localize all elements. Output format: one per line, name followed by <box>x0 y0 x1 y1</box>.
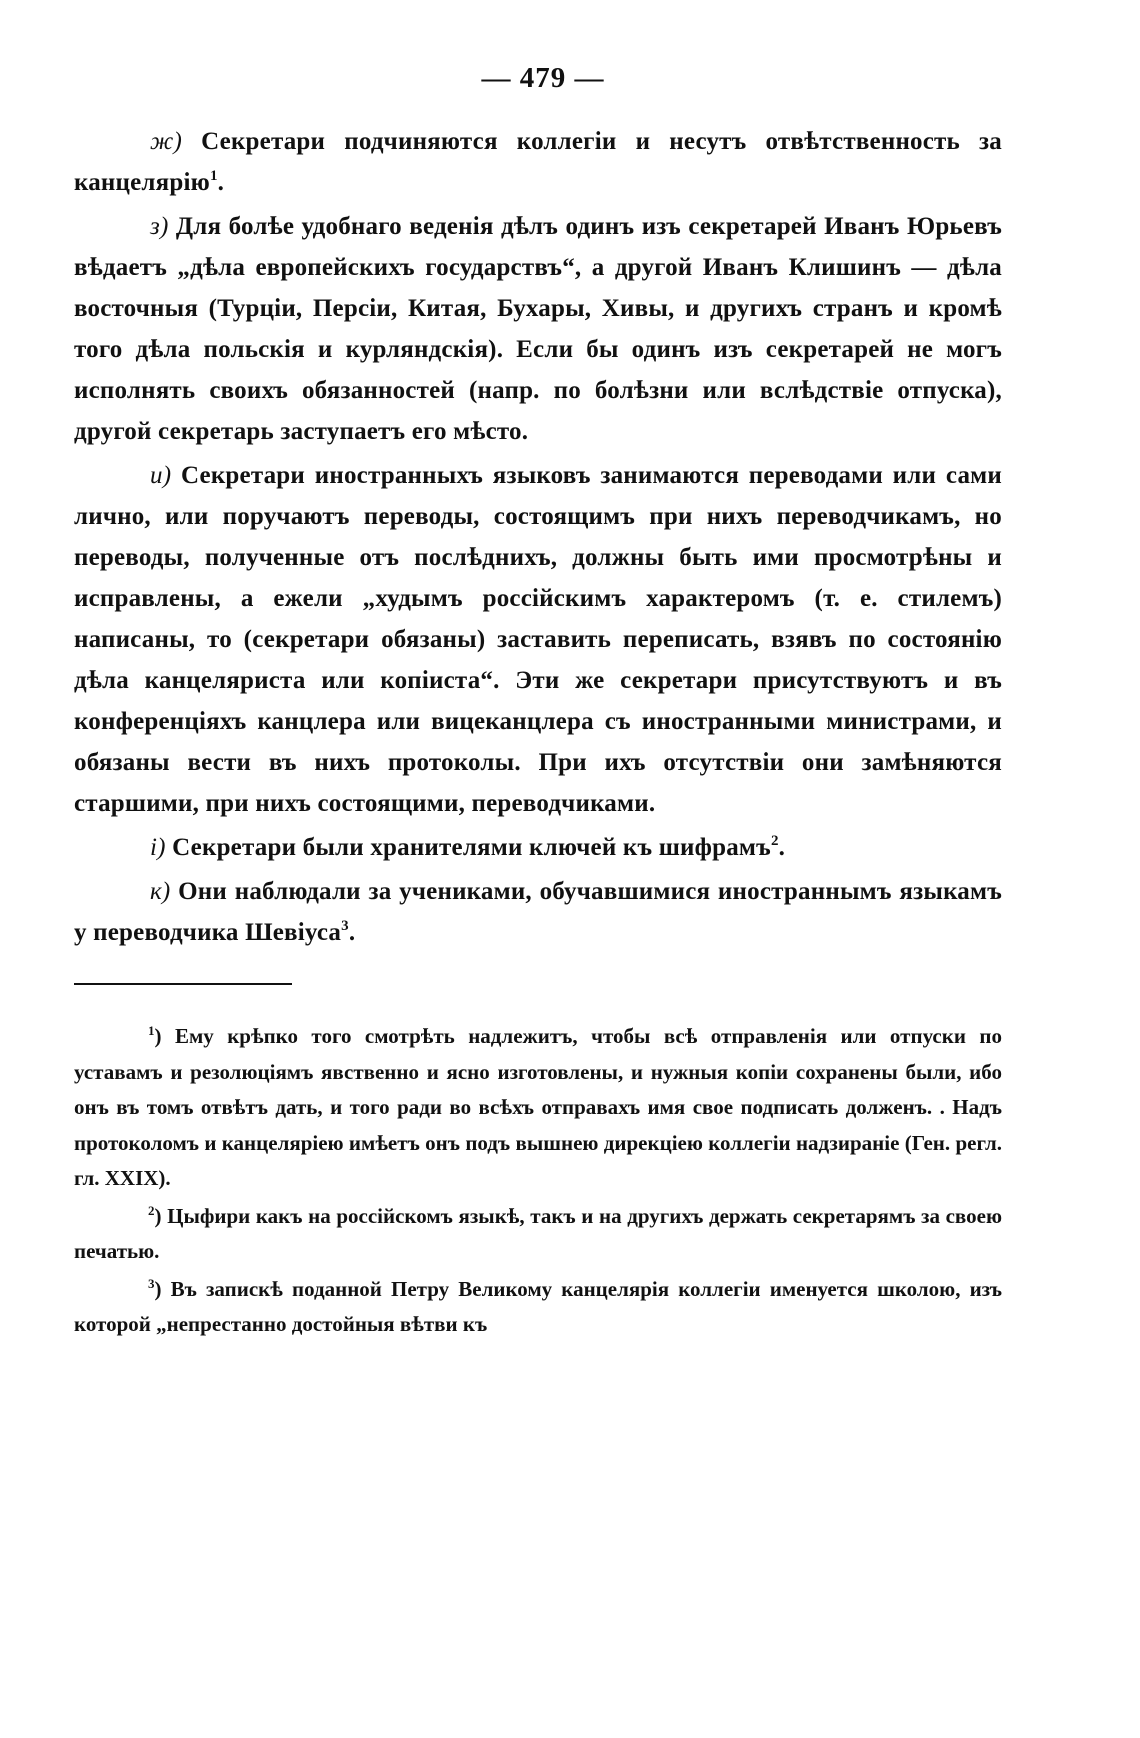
footnote-1 <box>74 1019 1002 1197</box>
paragraph-marker: ж) <box>150 128 182 155</box>
footnote-text: Ему крѣпко того смотрѣть надлежитъ, чтобы всѣ отправленія или отпуски по уставамъ и резолюціямъ явственно и ясно изготовлены, и нужныя копіи сохранены были, ибо онъ въ томъ отвѣтъ дать, и того ради во всѣхъ отправахъ имя свое подписать долженъ. . Надъ протоколомъ и канцеляріею имѣетъ онъ подъ вышнею дирекціею коллегіи надзираніе (Ген. регл. гл. XXIX). <box>74 1024 1002 1190</box>
footnote-2 <box>74 1199 1002 1270</box>
paragraph-i-decimal <box>74 827 1002 868</box>
footnote-number: 1 <box>148 1023 155 1038</box>
footnote-bracket: ) <box>154 1276 162 1301</box>
paragraph-zh <box>74 121 1002 203</box>
paragraph-text: Для болѣе удобнаго веденія дѣлъ одинъ изъ секретарей Иванъ Юрьевъ вѣдаетъ „дѣла европейскихъ государствъ“, а другой Иванъ Клишинъ — дѣла восточныя (Турціи, Персіи, Китая, Бухары, Хивы, и другихъ странъ и кромѣ того дѣла польскія и курляндскія). Если бы одинъ изъ секретарей не могъ исполнять своихъ обязанностей (напр. по болѣзни или вслѣдствіе отпуска), другой секретарь заступаетъ его мѣсто. <box>74 213 1002 445</box>
footnote-reference: 3 <box>341 918 349 934</box>
paragraph-text: Они наблюдали за учениками, обучавшимися иностраннымъ языкамъ у переводчика Шевіуса <box>74 878 1002 946</box>
footnote-bracket: ) <box>154 1203 162 1228</box>
page-number: — 479 — <box>481 62 605 94</box>
paragraph-text: Секретари были хранителями ключей къ шифрамъ <box>165 834 771 861</box>
paragraph-marker: і) <box>150 834 166 861</box>
footnote-reference: 1 <box>209 168 218 184</box>
paragraph-text: Секретари подчиняются коллегіи и несутъ отвѣтственность за канцелярію <box>74 128 1002 196</box>
footnote-number: 3 <box>148 1275 155 1291</box>
paragraph-marker: к) <box>150 878 171 905</box>
paragraph-i <box>74 455 1002 824</box>
paragraph-k <box>74 871 1002 953</box>
footnote-bracket: ) <box>154 1024 162 1048</box>
paragraph-tail: . <box>348 919 356 946</box>
footnote-divider <box>74 983 292 985</box>
paragraph-text: Секретари иностранныхъ языковъ занимаются переводами или сами лично, или поручаютъ переводы, состоящимъ при нихъ переводчикамъ, но переводы, полученные отъ послѣднихъ, должны быть ими просмотрѣны и исправлены, а ежели „худымъ россійскимъ характеромъ (т. е. стилемъ) написаны, то (секретари обязаны) заставить переписать, взявъ по состоянію дѣла канцеляриста или копіиста“. Эти же секретари присутствуютъ и въ конференціяхъ канцлера или вицеканцлера съ иностранными министрами, и обязаны вести въ нихъ протоколы. При ихъ отсутствіи они замѣняются старшими, при нихъ состоящими, переводчиками. <box>74 462 1002 817</box>
paragraph-z <box>74 206 1002 452</box>
footnote-reference: 2 <box>770 833 779 849</box>
footnotes <box>74 1019 1002 1343</box>
paragraph-marker: з) <box>150 213 169 240</box>
paragraph-marker: и) <box>150 462 172 489</box>
footnote-text: Въ запискѣ поданной Петру Великому канцелярія коллегіи именуется школою, изъ которой „непрестанно достойныя вѣтви къ <box>74 1276 1002 1336</box>
document-page <box>74 62 1002 1345</box>
footnote-text: Цыфири какъ на россійскомъ языкѣ, такъ и на другихъ держать секретарямъ за своею печатью. <box>74 1203 1002 1263</box>
paragraph-tail: . <box>217 169 225 196</box>
main-text <box>74 121 1002 953</box>
footnote-number: 2 <box>148 1202 155 1218</box>
paragraph-tail: . <box>778 834 786 861</box>
footnote-3 <box>74 1272 1002 1343</box>
